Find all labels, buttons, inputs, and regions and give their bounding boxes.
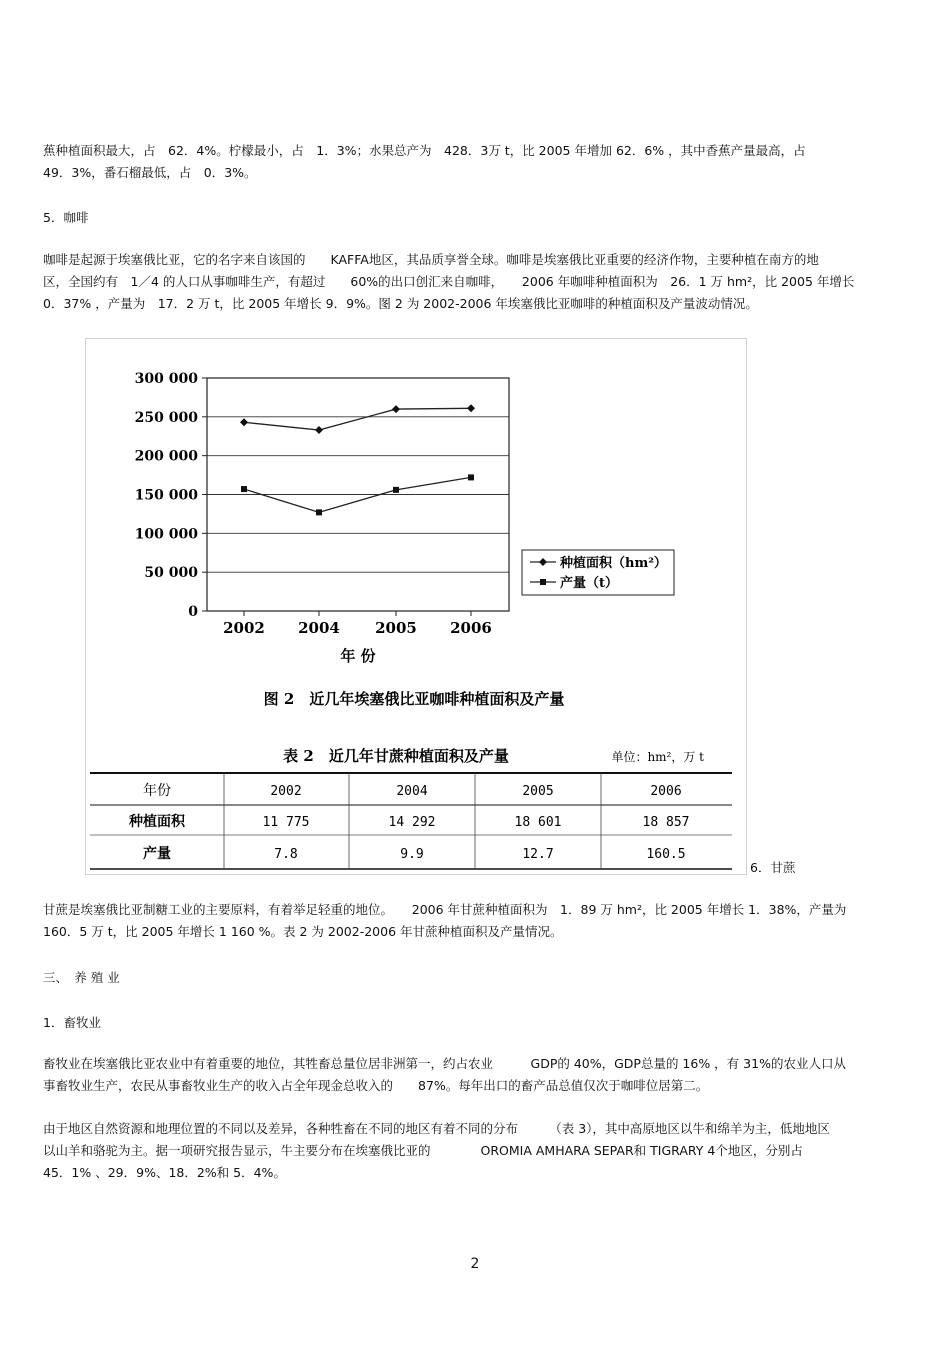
- section-heading-livestock: 1．畜牧业: [43, 1015, 101, 1030]
- legend-square-marker: [540, 579, 546, 585]
- table-cell: 18 601: [514, 815, 562, 830]
- coffee-line-chart: [86, 339, 746, 874]
- data-point-square: [468, 474, 474, 480]
- table-cell: 9.9: [400, 847, 424, 862]
- text-line: 区，全国约有 1／4 的人口从事咖啡生产，有超过 60%的出口创汇来自咖啡， 2006 年咖啡种植面积为 26．1 万 hm²，比 2005 年增长: [43, 274, 855, 289]
- table-cell: 7.8: [274, 847, 298, 862]
- section-heading-coffee: 5．咖啡: [43, 210, 89, 225]
- x-tick-labels: [223, 619, 492, 637]
- y-tick-label: 0: [188, 604, 198, 620]
- y-tick-label: 250 000: [134, 409, 198, 426]
- text-line: 160．5 万 t，比 2005 年增长 1 160 %。表 2 为 2002-2006 年甘蔗种植面积及产量情况。: [43, 924, 563, 939]
- paragraph-livestock: [43, 1053, 905, 1097]
- chart-gridlines: [202, 378, 509, 616]
- table-title: 表 2 近几年甘蔗种植面积及产量: [283, 747, 509, 765]
- y-tick-label: 200 000: [134, 448, 198, 465]
- data-point-square: [316, 509, 322, 515]
- table-row-label: 种植面积: [129, 814, 185, 830]
- table-header-cell: 年份: [143, 783, 171, 799]
- data-point-diamond: [392, 405, 400, 413]
- x-tick-label: 2005: [375, 619, 417, 637]
- x-tick-label: 2004: [298, 619, 340, 637]
- table-header-cell: 2005: [522, 784, 554, 799]
- table-header-cell: 2004: [396, 784, 428, 799]
- data-point-diamond: [315, 426, 323, 434]
- chart-legend: [522, 550, 674, 595]
- table-header-cell: 2006: [650, 784, 682, 799]
- text-line: 事畜牧业生产，农民从事畜牧业生产的收入占全年现金总收入的 87%。每年出口的畜产品总值仅次于咖啡位居第二。: [43, 1078, 709, 1093]
- legend-label-output: 产量（t）: [560, 576, 619, 591]
- x-axis-label: 年 份: [340, 647, 376, 665]
- text-line: 由于地区自然资源和地理位置的不同以及差异，各种牲畜在不同的地区有着不同的分布 （表 3），其中高原地区以牛和绵羊为主，低地地区: [43, 1121, 830, 1136]
- text-line: 以山羊和骆驼为主。据一项研究报告显示，牛主要分布在埃塞俄比亚的 OROMIA AMHARA SEPAR和 TIGRARY 4个地区，分别占: [43, 1143, 803, 1158]
- series-line-area: [244, 408, 471, 430]
- table-cell: 12.7: [522, 847, 554, 862]
- paragraph-distribution: [43, 1118, 905, 1184]
- y-tick-label: 100 000: [134, 526, 198, 543]
- table-cell: 14 292: [388, 815, 436, 830]
- x-tick-label: 2006: [450, 619, 492, 637]
- text-line: 45．1% 、29．9%、18．2%和 5．4%。: [43, 1165, 286, 1180]
- section-heading-sugarcane: 6．甘蔗: [750, 860, 796, 875]
- text-line: 甘蔗是埃塞俄比亚制糖工业的主要原料，有着举足轻重的地位。 2006 年甘蔗种植面积为 1．89 万 hm²，比 2005 年增长 1．38%，产量为: [43, 902, 847, 917]
- table-2: [90, 773, 732, 869]
- text-line: 畜牧业在埃塞俄比亚农业中有着重要的地位，其牲畜总量位居非洲第一，约占农业 GDP的 40%，GDP总量的 16% ，有 31%的农业人口从: [43, 1056, 846, 1071]
- table-header-cell: 2002: [270, 784, 302, 799]
- data-point-square: [241, 486, 247, 492]
- text-line: 蕉种植面积最大，占 62．4%。柠檬最小，占 1．3%；水果总产为 428．3万 t，比 2005 年增加 62．6% ，其中香蕉产量最高，占: [43, 143, 806, 158]
- x-tick-label: 2002: [223, 619, 265, 637]
- section-heading-husbandry: 三、 养 殖 业: [43, 970, 120, 985]
- table-cell: 18 857: [642, 815, 690, 830]
- paragraph-fruit: [43, 140, 905, 184]
- table-cell: 11 775: [262, 815, 310, 830]
- paragraph-coffee: [43, 249, 905, 315]
- chart-title: 图 2 近几年埃塞俄比亚咖啡种植面积及产量: [263, 690, 565, 708]
- page-number: 2: [470, 1256, 480, 1272]
- y-tick-label: 150 000: [134, 487, 198, 504]
- table-cell: 160.5: [646, 847, 686, 862]
- y-tick-label: 50 000: [144, 565, 198, 582]
- data-point-diamond: [467, 404, 475, 412]
- y-tick-label: 300 000: [134, 371, 198, 387]
- paragraph-sugarcane: [43, 899, 905, 943]
- table-row-label: 产量: [143, 846, 171, 862]
- chart-series: [240, 404, 475, 515]
- table-unit: 单位：hm²，万 t: [611, 750, 704, 764]
- legend-label-area: 种植面积（hm²）: [560, 556, 667, 571]
- text-line: 0．37% ，产量为 17．2 万 t，比 2005 年增长 9．9%。图 2 为 2002-2006 年埃塞俄比亚咖啡的种植面积及产量波动情况。: [43, 296, 758, 311]
- y-tick-labels: [135, 371, 199, 620]
- data-point-square: [393, 487, 399, 493]
- text-line: 49．3%，番石榴最低，占 0．3%。: [43, 165, 257, 180]
- scanned-figure: [85, 338, 747, 875]
- text-line: 咖啡是起源于埃塞俄比亚，它的名字来自该国的 KAFFA地区，其品质享誉全球。咖啡是埃塞俄比亚重要的经济作物，主要种植在南方的地: [43, 252, 819, 267]
- data-point-diamond: [240, 418, 248, 426]
